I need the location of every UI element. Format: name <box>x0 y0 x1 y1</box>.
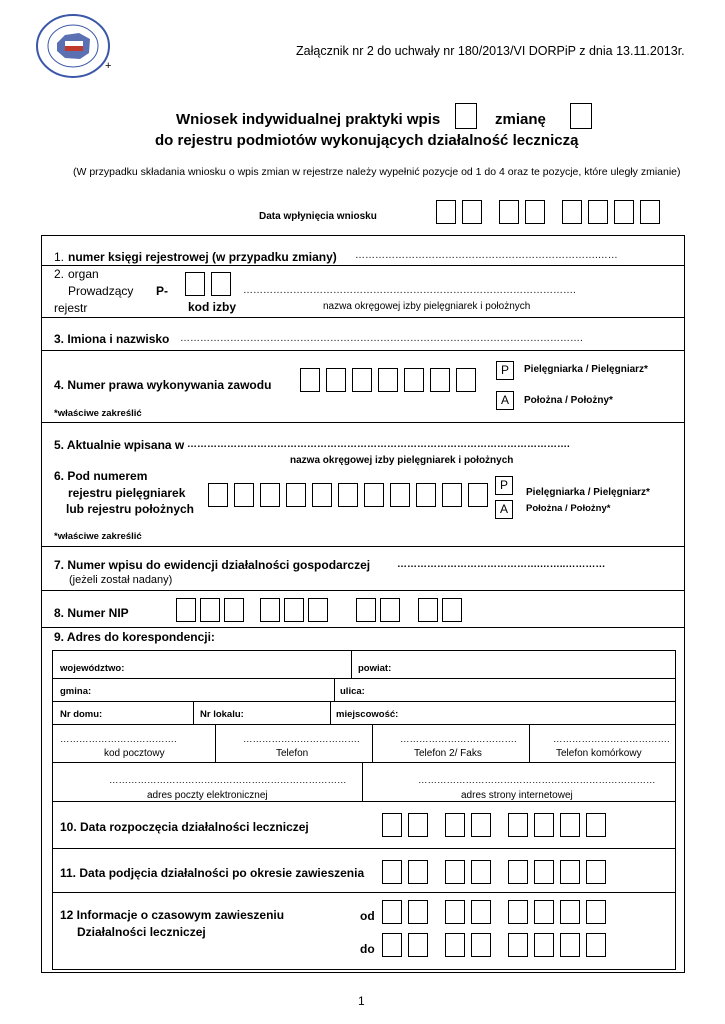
f1-input[interactable]: ……………………………………………………………….…… <box>355 250 618 261</box>
telefon-kom-label: Telefon komórkowy <box>556 748 642 759</box>
f3-input[interactable]: …………………………………………………………………………………………………………. <box>180 333 583 344</box>
f6-p-text: Pielęgniarka / Pielęgniarz* <box>526 487 650 498</box>
f2-num: 2. <box>54 267 65 281</box>
f1-label: numer księgi rejestrowej (w przypadku zmiany) <box>68 250 337 264</box>
addr-gmina[interactable]: gmina: <box>60 686 92 697</box>
f4-a-text: Położna / Położny* <box>524 395 613 406</box>
f12-l2: Działalności leczniczej <box>77 925 206 939</box>
f2-l1: organ <box>68 267 99 281</box>
f3-label: 3. Imiona i nazwisko <box>54 332 170 346</box>
f10-label: 10. Data rozpoczęcia działalności leczniczej <box>60 820 309 834</box>
f5-sub: nazwa okręgowej izby pielęgniarek i położnych <box>290 455 514 466</box>
addr-nr-domu[interactable]: Nr domu: <box>60 709 103 720</box>
annex-text: Załącznik nr 2 do uchwały nr 180/2013/VI DORPiP z dnia 13.11.2013r. <box>296 44 685 58</box>
www-input[interactable]: ………………………………………………………………… <box>418 775 656 786</box>
f9-label: 9. Adres do korespondencji: <box>54 630 215 644</box>
plus-mark: + <box>105 60 112 72</box>
telefon-label: Telefon <box>276 748 309 759</box>
date-received-label: Data wpłynięcia wniosku <box>259 211 377 222</box>
f2-sub: nazwa okręgowej izby pielęgniarek i położnych <box>323 301 531 312</box>
f2-input[interactable]: ………………………………………………………………………………………. <box>243 285 576 296</box>
logo <box>35 13 111 79</box>
addr-wojewodztwo[interactable]: województwo: <box>60 663 125 674</box>
f2-p: P- <box>156 284 168 298</box>
addr-miejscowosc[interactable]: miejscowość: <box>336 709 399 720</box>
f11-label: 11. Data podjęcia działalności po okresie zawieszenia <box>60 866 365 880</box>
addr-tel2-input[interactable]: ………………………………. <box>400 734 517 745</box>
f6-a-box[interactable]: A <box>495 500 513 519</box>
telefon2-label: Telefon 2/ Faks <box>414 748 482 759</box>
f4-a-box[interactable]: A <box>496 391 514 410</box>
kod-pocztowy-label: kod pocztowy <box>104 748 165 759</box>
f7-sub: (jeżeli został nadany) <box>69 574 173 586</box>
f4-label: 4. Numer prawa wykonywania zawodu <box>54 378 272 392</box>
instruction-text: (W przypadku składania wniosku o wpis zmian w rejestrze należy wypełnić pozycje od 1 do 4 oraz te pozycje, które uległy zmianie) <box>73 166 681 178</box>
f4-p-text: Pielęgniarka / Pielęgniarz* <box>524 364 648 375</box>
checkbox-zmiana[interactable] <box>570 103 592 129</box>
title-line1-b: zmianę <box>495 111 546 128</box>
f6-l3: lub rejestru położnych <box>66 502 195 516</box>
f6-l2: rejestru pielęgniarek <box>68 486 186 500</box>
f6-note: *właściwe zakreślić <box>54 531 142 542</box>
addr-tel-input[interactable]: ………………………………. <box>243 734 360 745</box>
addr-powiat[interactable]: powiat: <box>358 663 392 674</box>
f8-label: 8. Numer NIP <box>54 606 129 620</box>
f7-label: 7. Numer wpisu do ewidencji działalności gospodarczej <box>54 558 371 572</box>
f5-input[interactable]: ……………………………………………………………………………………………………. <box>187 439 570 450</box>
email-label: adres poczty elektronicznej <box>147 790 268 801</box>
addr-kod-input[interactable]: ………………………………. <box>60 734 177 745</box>
title-line2: do rejestru podmiotów wykonujących działalność leczniczą <box>155 132 579 149</box>
addr-nr-lokalu[interactable]: Nr lokalu: <box>200 709 244 720</box>
f2-kod: kod izby <box>188 300 237 314</box>
checkbox-wpis[interactable] <box>455 103 477 129</box>
www-label: adres strony internetowej <box>461 790 573 801</box>
addr-telkom-input[interactable]: ………………………………. <box>553 734 670 745</box>
f6-a-text: Położna / Położny* <box>526 503 611 514</box>
f2-l2: Prowadzący <box>68 284 134 298</box>
f12-do: do <box>360 942 375 956</box>
email-input[interactable]: ………………………………………………………………… <box>109 775 347 786</box>
addr-ulica[interactable]: ulica: <box>340 686 365 697</box>
f5-label: 5. Aktualnie wpisana w <box>54 438 185 452</box>
title-line1-a: Wniosek indywidualnej praktyki wpis <box>176 111 441 128</box>
f4-p-box[interactable]: P <box>496 361 514 380</box>
f4-note: *właściwe zakreślić <box>54 408 142 419</box>
f12-l1: 12 Informacje o czasowym zawieszeniu <box>60 908 285 922</box>
f6-l1: 6. Pod numerem <box>54 469 148 483</box>
page-number: 1 <box>358 994 365 1008</box>
f7-input[interactable]: …………………………………….……..………… <box>397 559 606 570</box>
f1-num: 1. <box>54 250 65 264</box>
f6-p-box[interactable]: P <box>495 476 513 495</box>
logo-emblem-icon <box>35 13 111 79</box>
f12-od: od <box>360 909 375 923</box>
f2-l3: rejestr <box>54 301 88 315</box>
